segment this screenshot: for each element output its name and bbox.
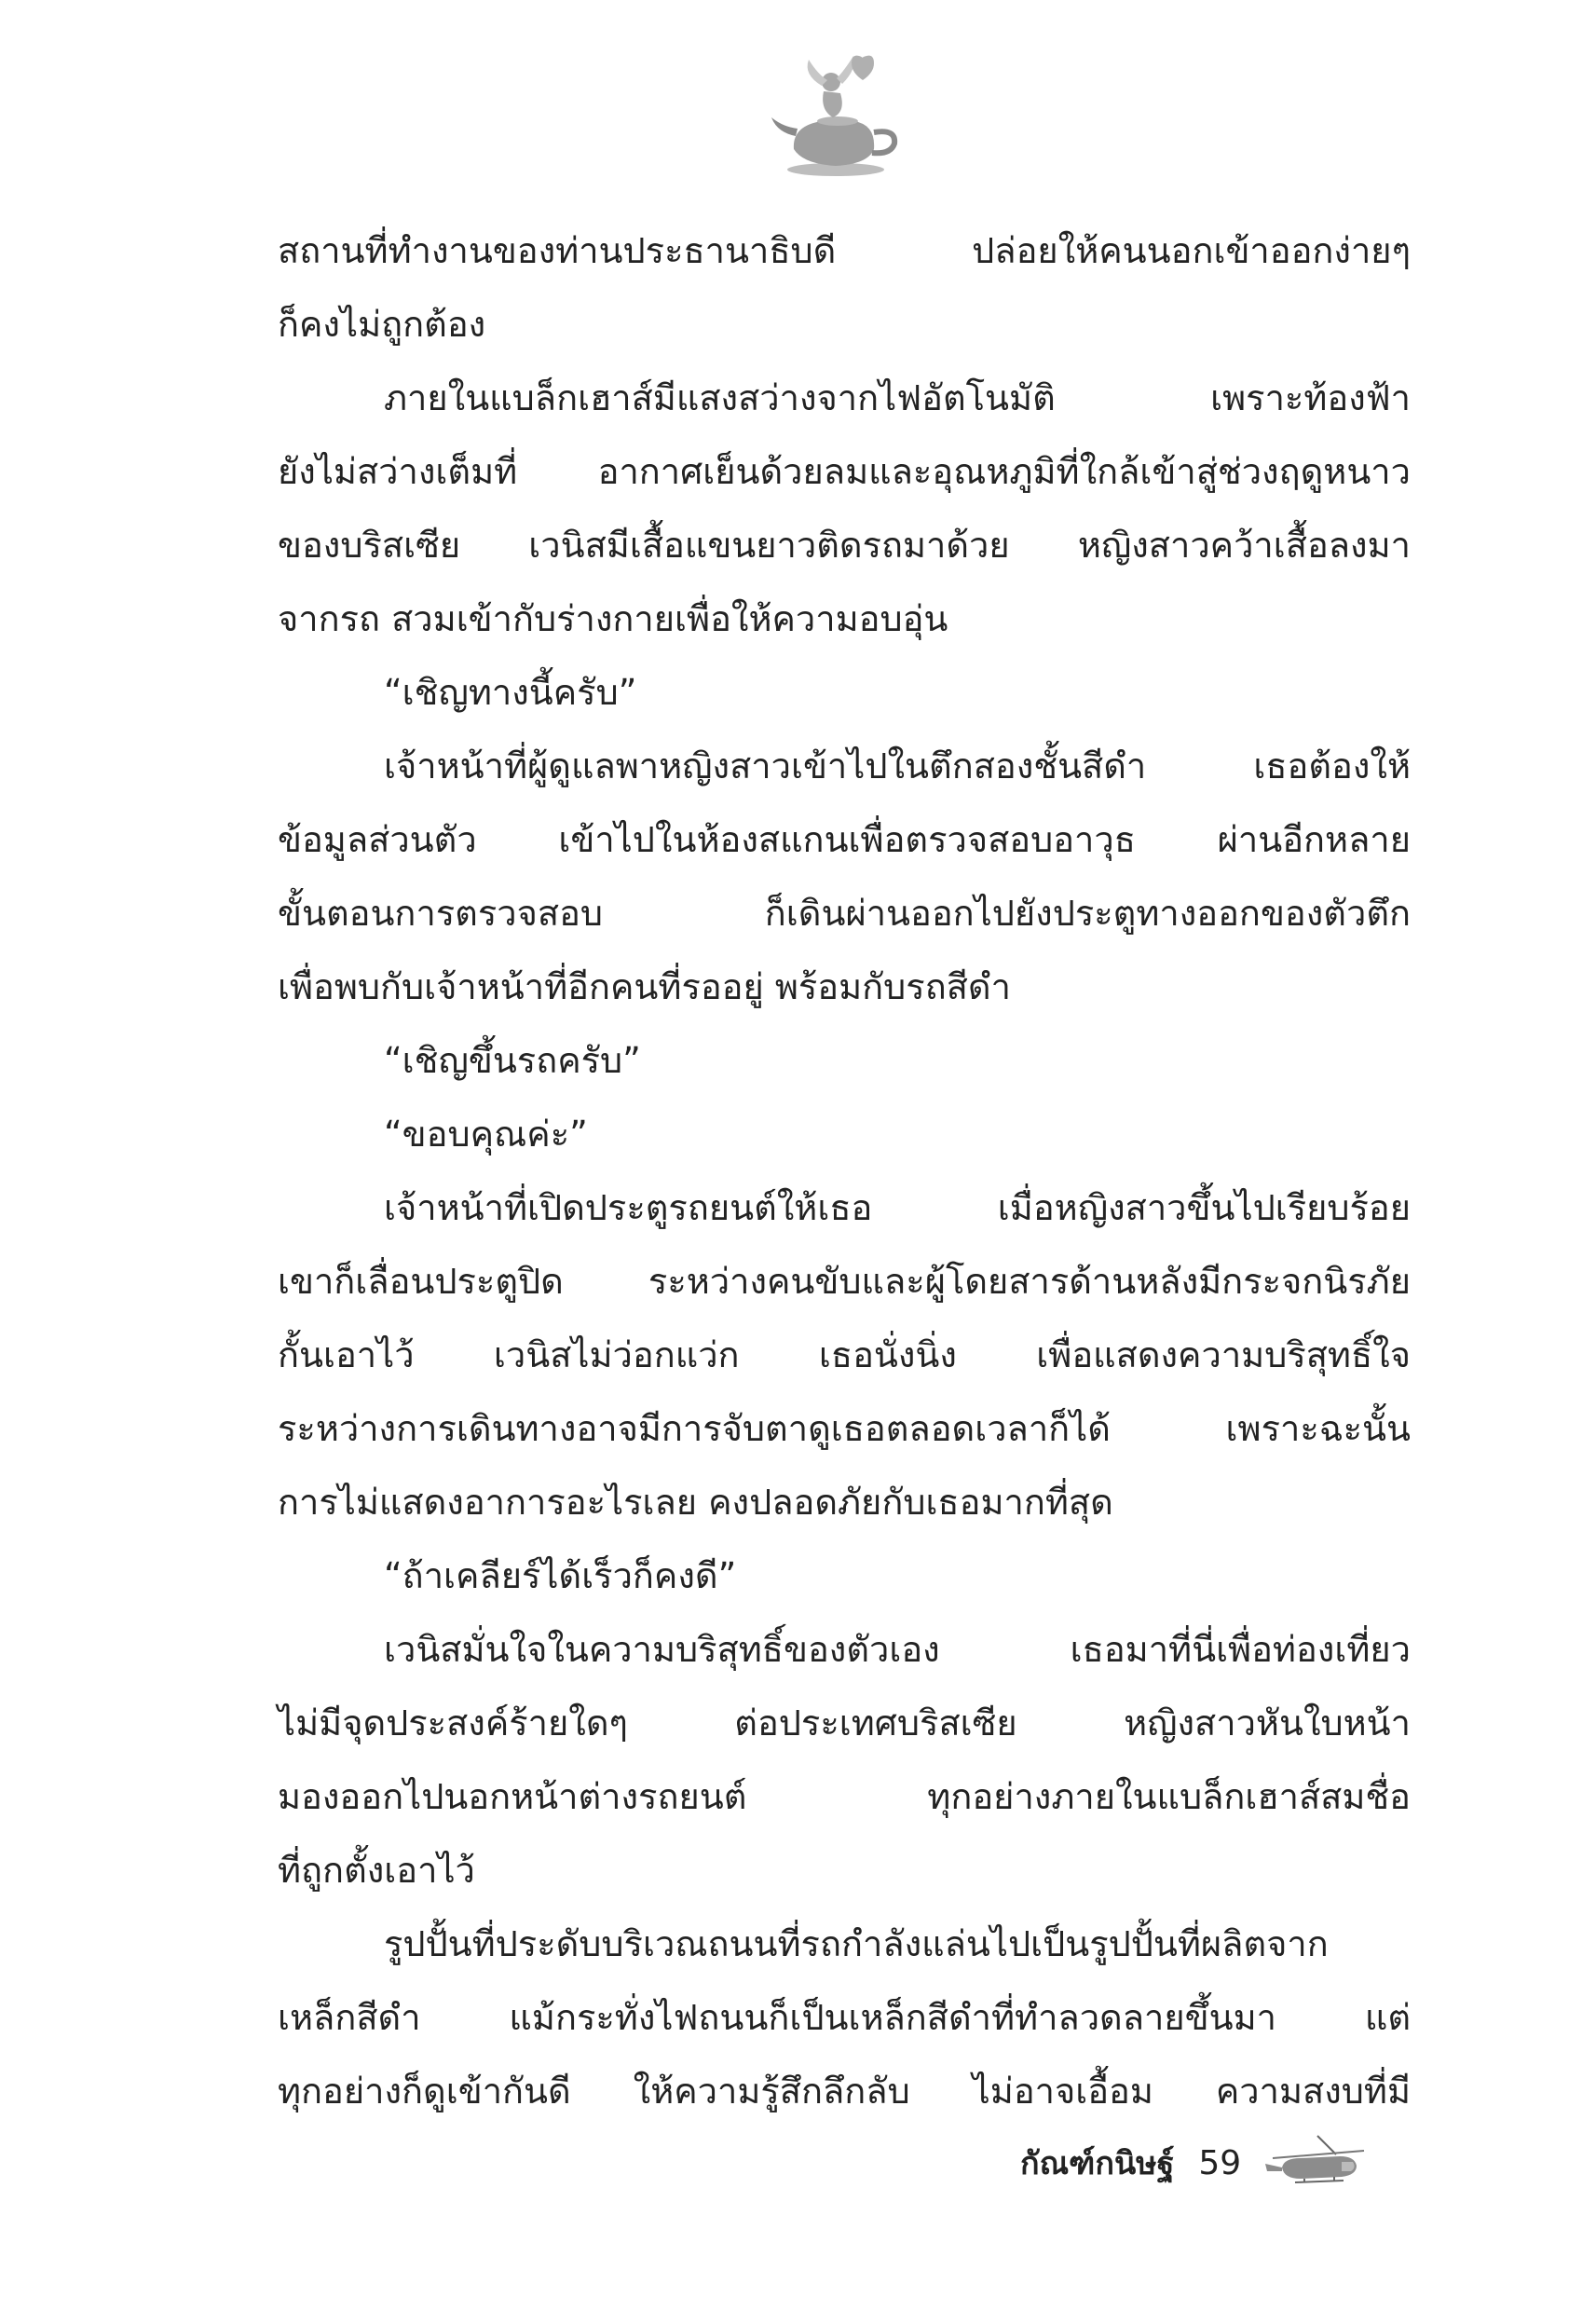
paragraph	[278, 1171, 1411, 1539]
text-line: ที่ถูกตั้งเอาไว้	[278, 1850, 475, 1891]
paragraph	[278, 1024, 1411, 1098]
text-line: ก็คงไม่ถูกต้อง	[278, 304, 486, 345]
text-line: “ขอบคุณค่ะ”	[384, 1114, 588, 1155]
text-line: ของบริสเซีย เวนิสมีเสื้อแขนยาวติดรถมาด้วย หญิงสาวคว้าเสื้อลงมา	[278, 525, 1411, 566]
paragraph	[278, 214, 1411, 362]
text-line: ไม่มีจุดประสงค์ร้ายใดๆ ต่อประเทศบริสเซีย หญิงสาวหันใบหน้า	[278, 1702, 1411, 1744]
text-line: ระหว่างการเดินทางอาจมีการจับตาดูเธอตลอดเวลาก็ได้ เพราะฉะนั้น	[278, 1408, 1411, 1449]
text-line: เวนิสมั่นใจในความบริสุทธิ์ของตัวเอง เธอมาที่นี่เพื่อท่องเที่ยว	[384, 1629, 1411, 1670]
text-line: ทุกอย่างก็ดูเข้ากันดี ให้ความรู้สึกลึกลับ ไม่อาจเอื้อม ความสงบที่มี	[278, 2071, 1411, 2112]
text-line: ข้อมูลส่วนตัว เข้าไปในห้องสแกนเพื่อตรวจสอบอาวุธ ผ่านอีกหลาย	[278, 819, 1411, 860]
text-line: เจ้าหน้าที่เปิดประตูรถยนต์ให้เธอ เมื่อหญิงสาวขึ้นไปเรียบร้อย	[384, 1187, 1411, 1228]
text-line: “ถ้าเคลียร์ได้เร็วก็คงดี”	[384, 1555, 737, 1596]
text-line: สถานที่ทำงานของท่านประธานาธิบดี ปล่อยให้คนนอกเข้าออกง่ายๆ	[278, 230, 1411, 271]
teapot-cupid-icon	[766, 47, 906, 186]
text-line: เหล็กสีดำ แม้กระทั่งไฟถนนก็เป็นเหล็กสีดำที่ทำลวดลายขึ้นมา แต่	[278, 1997, 1411, 2038]
text-line: จากรถ สวมเข้ากับร่างกายเพื่อให้ความอบอุ่น	[278, 598, 948, 639]
text-line: ภายในแบล็กเฮาส์มีแสงสว่างจากไฟอัตโนมัติ เพราะท้องฟ้า	[384, 377, 1411, 418]
text-line: ยังไม่สว่างเต็มที่ อากาศเย็นด้วยลมและอุณหภูมิที่ใกล้เข้าสู่ช่วงฤดูหนาว	[278, 451, 1411, 492]
text-line: เพื่อพบกับเจ้าหน้าที่อีกคนที่รออยู่ พร้อมกับรถสีดำ	[278, 966, 1011, 1007]
text-line: “เชิญทางนี้ครับ”	[384, 672, 637, 713]
helicopter-icon	[1263, 2130, 1366, 2195]
paragraph	[278, 1098, 1411, 1171]
page-number: 59	[1198, 2143, 1242, 2182]
text-line: เจ้าหน้าที่ผู้ดูแลพาหญิงสาวเข้าไปในตึกสองชั้นสีดำ เธอต้องให้	[384, 745, 1411, 786]
page-footer	[1020, 2130, 1366, 2195]
book-title: กัณฑ์กนิษฐ์	[1020, 2145, 1175, 2182]
paragraph	[278, 362, 1411, 656]
body-text	[278, 214, 1411, 2128]
paragraph	[278, 1539, 1411, 1613]
paragraph	[278, 656, 1411, 730]
text-line: ขั้นตอนการตรวจสอบ ก็เดินผ่านออกไปยังประตูทางออกของตัวตึก	[278, 893, 1411, 934]
text-line: กั้นเอาไว้ เวนิสไม่ว่อกแว่ก เธอนั่งนิ่ง เพื่อแสดงความบริสุทธิ์ใจ	[278, 1334, 1411, 1375]
paragraph	[278, 1908, 1411, 2128]
text-line: การไม่แสดงอาการอะไรเลย คงปลอดภัยกับเธอมากที่สุด	[278, 1482, 1113, 1523]
paragraph	[278, 1613, 1411, 1908]
text-line: รูปปั้นที่ประดับบริเวณถนนที่รถกำลังแล่นไปเป็นรูปปั้นที่ผลิตจาก	[384, 1923, 1329, 1964]
paragraph	[278, 730, 1411, 1024]
text-line: “เชิญขึ้นรถครับ”	[384, 1040, 641, 1081]
text-line: เขาก็เลื่อนประตูปิด ระหว่างคนขับและผู้โดยสารด้านหลังมีกระจกนิรภัย	[278, 1261, 1411, 1302]
text-line: มองออกไปนอกหน้าต่างรถยนต์ ทุกอย่างภายในแบล็กเฮาส์สมชื่อ	[278, 1776, 1411, 1817]
